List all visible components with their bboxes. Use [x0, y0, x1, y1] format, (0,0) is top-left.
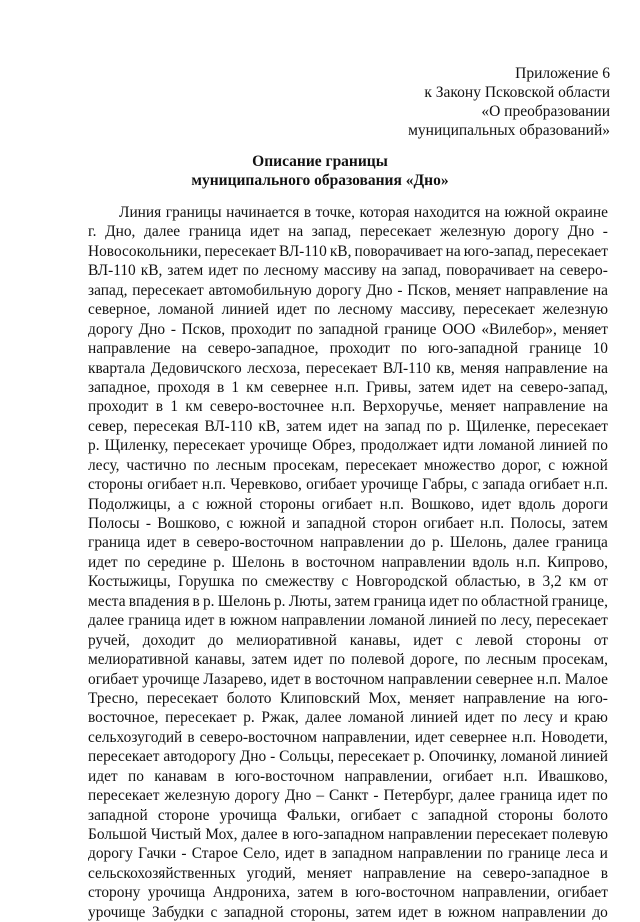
paragraph-line: сторону урочища Андрониха, затем в юго-восточном направлении, огибает [88, 884, 608, 902]
paragraph-line: Полосы - Вошково, с южной и западной сторон огибает н.п. Полосы, затем [88, 515, 608, 532]
paragraph-line: Тресно, пересекает болото Клиповский Мох, меняет направление на юго- [88, 689, 608, 707]
paragraph-line: проходит в 1 км северо-восточнее н.п. Верхоручье, меняет направление на [88, 398, 608, 416]
document-title [0, 152, 640, 190]
paragraph-line: квартала Дедовичского лесхоза, пересекает ВЛ-110 кв, меняя направление на [88, 359, 608, 377]
paragraph-line: стороны огибает н.п. Черевково, огибает урочище Габры, с запада огибает н.п. [88, 476, 608, 494]
paragraph-line: огибает урочище Лазарево, идет в восточном направлении севернее н.п. Малое [88, 670, 608, 688]
paragraph-line: пересекает железную дорогу Дно – Санкт - Петербург, далее граница идет по [88, 787, 608, 805]
paragraph-line: пересекает автодорогу Дно - Сольцы, пересекает р. Опочинку, ломаной линией [88, 748, 608, 766]
paragraph-line: дорогу Гачки - Старое Село, идет в западном направлении по границе леса и [88, 845, 608, 863]
paragraph-line: места впадения в р. Шелонь р. Люты, затем граница идет по областной границе, [88, 592, 608, 610]
paragraph-line: Костыжицы, Горушка по смежеству с Новгородской областью, в 3,2 км от [88, 573, 608, 591]
paragraph-line: сельхозугодий в северо-восточном направлении, идет севернее н.п. Новодети, [88, 728, 608, 746]
paragraph-line: г. Дно, далее граница идет на запад, пересекает железную дорогу Дно - [88, 223, 608, 241]
paragraph-line: далее граница идет в южном направлении ломаной линией по лесу, пересекает [88, 612, 608, 630]
paragraph-line: запад, пересекает автомобильную дорогу Дно - Псков, меняет направление на [88, 281, 608, 299]
paragraph-line: идет по середине р. Шелонь в восточном направлении вдоль н.п. Кипрово, [88, 553, 608, 571]
paragraph-line: Подолжицы, а с южной стороны огибает н.п. Вошково, идет вдоль дороги [88, 495, 608, 513]
paragraph-line: урочище Забудки с западной стороны, затем идет в южном направлении до [88, 903, 608, 921]
paragraph-line: идет по канавам в юго-восточном направлении, огибает н.п. Ивашково, [88, 767, 608, 785]
paragraph-line: Большой Чистый Мох, далее в юго-западном направлении пересекает полевую [88, 826, 608, 843]
paragraph-line: Новосокольники, пересекает ВЛ-110 кВ, поворачивает на юго-запад, пересекает [88, 242, 608, 260]
paragraph-line: восточное, пересекает р. Ржак, далее ломаной линией идет по лесу и краю [88, 709, 608, 727]
title-line1: Описание границы [252, 153, 388, 170]
paragraph-line: лесу, частично по лесным просекам, пересекает множество дорог, с южной [88, 456, 608, 474]
paragraph-line: граница идет в северо-восточном направлении до р. Шелонь, далее граница [88, 534, 608, 552]
paragraph-line: север, пересекая ВЛ-110 кВ, затем идет на запад по р. Щиленке, пересекает [88, 417, 608, 435]
paragraph-line: сельскохозяйственных угодий, меняет направление на северо-западное в [88, 864, 608, 882]
title-line2: муниципального образования «Дно» [191, 172, 449, 189]
appendix-number: Приложение 6 [515, 65, 610, 82]
paragraph-line: направление на северо-западное, проходит по юго-западной границе 10 [88, 340, 608, 358]
paragraph-line: Линия границы начинается в точке, которая находится на южной окраине [119, 204, 608, 221]
boundary-description [88, 203, 608, 922]
paragraph-line: р. Щиленку, пересекает урочище Обрез, продолжает идти ломаной линией по [88, 437, 608, 455]
paragraph-line: западной стороне урочища Фальки, огибает с западной стороны болото [88, 806, 608, 824]
appendix-law-title-line2: муниципальных образований» [408, 122, 610, 139]
appendix-header [408, 64, 610, 140]
paragraph-line: западное, проходя в 1 км севернее н.п. Гривы, затем идет на северо-запад, [88, 378, 608, 396]
appendix-law-reference: к Закону Псковской области [424, 84, 610, 101]
paragraph-line: ручей, доходит до мелиоративной канавы, идет с левой стороны от [88, 631, 608, 649]
paragraph-line: северное, ломаной линией идет по лесному массиву, пересекает железную [88, 301, 608, 319]
paragraph-line: ВЛ-110 кВ, затем идет по лесному массиву на запад, поворачивает на северо- [88, 262, 608, 280]
paragraph-line: дорогу Дно - Псков, проходит по западной границе ООО «Вилебор», меняет [88, 320, 608, 338]
appendix-law-title-line1: «О преобразовании [481, 103, 610, 120]
paragraph-line: мелиоративной канавы, затем идет по полевой дороге, по лесным просекам, [88, 651, 608, 669]
